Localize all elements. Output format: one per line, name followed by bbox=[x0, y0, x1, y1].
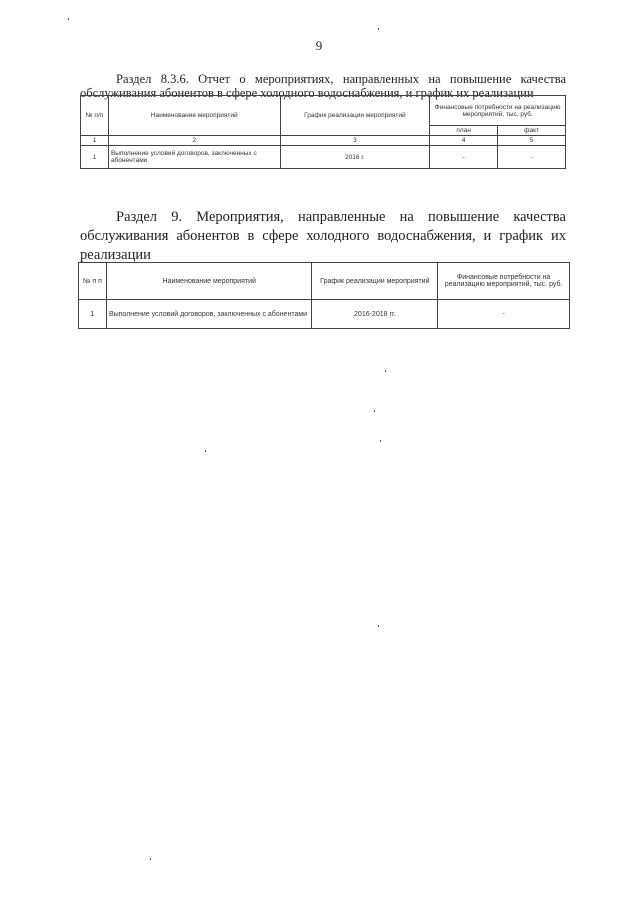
col-header-name: Наименование мероприятий bbox=[108, 96, 280, 136]
scan-speck bbox=[374, 410, 375, 412]
row-schedule: 2016 г. bbox=[280, 146, 430, 169]
col-header-schedule: График реализации мероприятий bbox=[312, 263, 438, 300]
column-number: 2 bbox=[108, 136, 280, 146]
table-row bbox=[81, 146, 566, 169]
page-number: 9 bbox=[315, 38, 323, 53]
section-8-3-6-heading-text: Раздел 8.3.6. Отчет о мероприятиях, направленных на повышение качества обслуживания абонентов в сфере холодного водоснабжения, и график их реализации bbox=[80, 72, 566, 100]
column-number: 1 bbox=[81, 136, 109, 146]
table-row bbox=[79, 300, 570, 329]
scan-speck bbox=[378, 625, 379, 627]
section-9-heading bbox=[80, 208, 566, 265]
col-header-finance: Финансовые потребности на реализацию мероприятий, тыс. руб. bbox=[430, 96, 566, 126]
col-header-plan: план bbox=[430, 126, 498, 136]
row-finance: - bbox=[438, 300, 570, 329]
column-number: 4 bbox=[430, 136, 498, 146]
col-header-num: № п/п bbox=[81, 96, 109, 136]
scan-speck bbox=[385, 370, 386, 372]
row-schedule: 2016-2018 гг. bbox=[312, 300, 438, 329]
column-number: 3 bbox=[280, 136, 430, 146]
row-name: Выполнение условий договоров, заключенных с абонентами bbox=[108, 146, 280, 169]
col-header-schedule: График реализации мероприятий bbox=[280, 96, 430, 136]
scan-speck bbox=[68, 18, 69, 20]
column-numbering-row bbox=[81, 136, 566, 146]
scan-speck bbox=[378, 28, 379, 30]
row-num: 1 bbox=[79, 300, 107, 329]
col-header-fact: факт bbox=[498, 126, 566, 136]
col-header-num: № п п bbox=[79, 263, 107, 300]
row-num: 1 bbox=[81, 146, 109, 169]
section-9-heading-text: Раздел 9. Мероприятия, направленные на повышение качества обслуживания абонентов в сфере холодного водоснабжения, и график их реализации bbox=[80, 209, 566, 263]
section-9-table bbox=[78, 262, 570, 329]
scan-speck bbox=[205, 450, 206, 452]
row-name: Выполнение условий договоров, заключенных с абонентами bbox=[106, 300, 312, 329]
section-8-3-6-table bbox=[80, 95, 566, 169]
col-header-name: Наименование мероприятий bbox=[106, 263, 312, 300]
row-fact: - bbox=[498, 146, 566, 169]
row-plan: - bbox=[430, 146, 498, 169]
scan-speck bbox=[150, 858, 151, 860]
scan-speck bbox=[380, 440, 381, 442]
column-number: 5 bbox=[498, 136, 566, 146]
col-header-finance: Финансовые потребности на реализацию мероприятий, тыс. руб. bbox=[438, 263, 570, 300]
